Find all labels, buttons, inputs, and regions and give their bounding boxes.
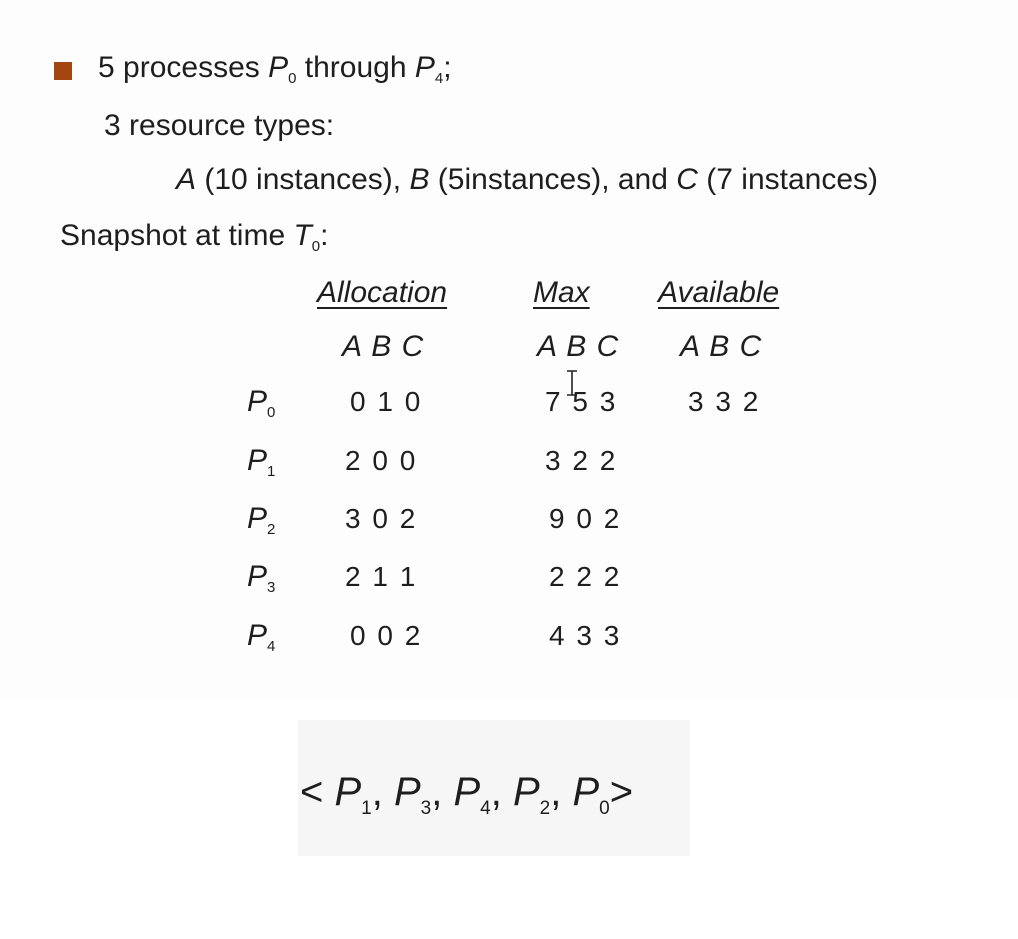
process-label-p0: $P_0$ [247, 385, 276, 421]
header-max: Max [533, 276, 590, 309]
resource-b-text: (5instances), and [429, 163, 677, 196]
allocation-p1: 2 0 0 [345, 445, 418, 476]
process-label-p4: $P_4$ [247, 619, 276, 655]
available-columns: A B C [680, 330, 763, 363]
processes-text: 5 processes [98, 51, 269, 84]
snapshot-line [60, 218, 328, 254]
allocation-p3: 2 1 1 [345, 561, 418, 592]
sequence-item: P [512, 770, 540, 814]
max-p2: 9 0 2 [549, 503, 622, 534]
processes-line [98, 50, 452, 86]
snapshot-colon: : [320, 219, 329, 252]
resource-c-text: (7 instances) [697, 163, 879, 196]
available-p0: 3 3 2 [688, 386, 761, 417]
text-cursor-icon [566, 370, 578, 396]
process-first: P [268, 51, 289, 84]
resource-types-line: 3 resource types: [104, 109, 335, 142]
time-symbol: T [293, 219, 312, 252]
sequence-close: > [609, 770, 634, 814]
process-last-sub: 4 [434, 70, 444, 87]
resource-a-text: (10 instances), [196, 163, 410, 196]
header-allocation: Allocation [317, 276, 448, 309]
resource-c-name: C [676, 163, 698, 196]
max-columns: A B C [537, 330, 620, 363]
resource-a-name: A [176, 163, 197, 196]
sequence-item: P [334, 770, 362, 814]
max-p1: 3 2 2 [545, 445, 618, 476]
sequence-open: < [300, 770, 335, 814]
allocation-p2: 3 0 2 [345, 503, 418, 534]
resource-b-name: B [409, 163, 430, 196]
allocation-columns: A B C [342, 330, 425, 363]
header-available: Available [658, 276, 780, 309]
snapshot-text: Snapshot at time [60, 219, 294, 252]
semicolon: ; [443, 51, 452, 84]
max-p4: 4 3 3 [549, 620, 622, 651]
bullet-square-icon [54, 62, 72, 80]
instances-line [176, 162, 878, 198]
sequence-item: P [453, 770, 481, 814]
allocation-p4: 0 0 2 [350, 620, 423, 651]
allocation-p0: 0 1 0 [350, 386, 423, 417]
safe-sequence: < $P_1$, $P_3$, $P_4$, $P_2$, $P_0>$ [300, 770, 634, 819]
process-label-p2: $P_2$ [247, 502, 276, 538]
max-p3: 2 2 2 [549, 561, 622, 592]
sequence-item: P [393, 770, 421, 814]
max-p0: 7 5 3 [545, 386, 618, 417]
through-text: through [296, 51, 415, 84]
process-last: P [414, 51, 435, 84]
process-label-p3: $P_3$ [247, 560, 276, 596]
sequence-item: P [572, 770, 600, 814]
time-sub: 0 [311, 238, 321, 255]
process-first-sub: 0 [288, 70, 297, 87]
process-label-p1: $P_1$ [247, 444, 276, 480]
